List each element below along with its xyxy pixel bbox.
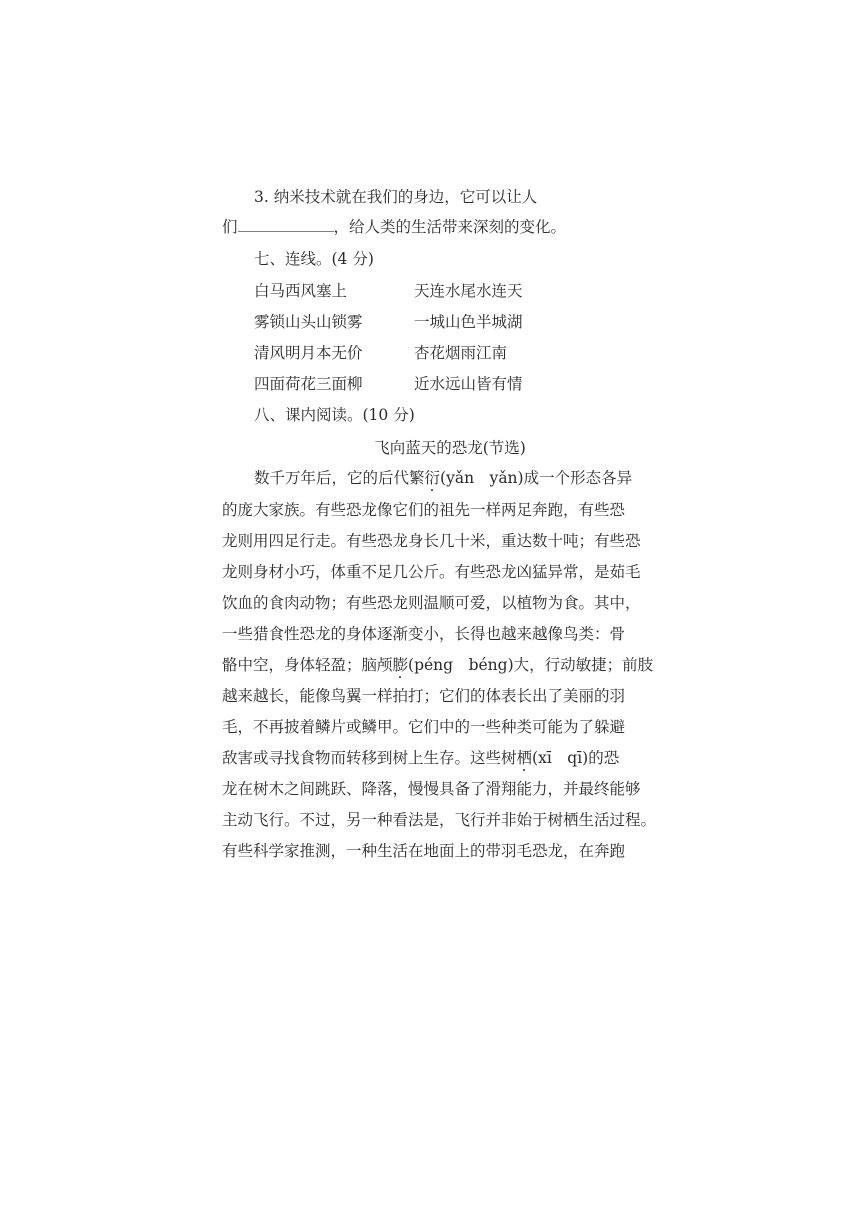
passage-text: (xī qī)的恐 — [532, 749, 620, 767]
match-right-3[interactable]: 杏花烟雨江南 — [414, 344, 508, 362]
passage-line-4: 龙则身材小巧，体重不足几公斤。有些恐龙凶猛异常，是茹毛 — [222, 563, 641, 581]
passage-line-10 — [222, 747, 619, 769]
section8-heading: 八、课内阅读。(10 分) — [254, 406, 415, 424]
passage-line-6: 一些猎食性恐龙的身体逐渐变小，长得也越来越像鸟类：骨 — [222, 625, 626, 643]
passage-line-9: 毛，不再披着鳞片或鳞甲。它们中的一些种类可能为了躲避 — [222, 718, 626, 736]
passage-line-7 — [222, 654, 653, 676]
match-right-4[interactable]: 近水远山皆有情 — [414, 375, 523, 393]
passage-line-12: 主动飞行。不过，另一种看法是，飞行并非始于树栖生活过程。 — [222, 811, 657, 829]
section7-heading: 七、连线。(4 分) — [254, 250, 374, 268]
match-left-3[interactable]: 清风明月本无价 — [254, 344, 363, 362]
passage-text: 数千万年后，它的后代繁 — [254, 469, 425, 487]
q3-prefix: 们 — [222, 218, 238, 236]
passage-line-2: 的庞大家族。有些恐龙像它们的祖先一样两足奔跑，有些恐 — [222, 501, 626, 519]
q3-line2 — [222, 216, 566, 238]
passage-text: (yǎn yǎn)成一个形态各异 — [440, 469, 633, 487]
q3-suffix: ，给人类的生活带来深刻的变化。 — [333, 218, 567, 236]
match-left-1[interactable]: 白马西风塞上 — [254, 282, 348, 300]
passage-line-1 — [254, 467, 632, 489]
passage-text: 敌害或寻找食物而转移到树上生存。这些树 — [222, 749, 517, 767]
match-right-1[interactable]: 天连水尾水连天 — [414, 282, 523, 300]
passage-line-11: 龙在树木之间跳跃、降落，慢慢具备了滑翔能力，并最终能够 — [222, 780, 641, 798]
passage-line-13: 有些科学家推测，一种生活在地面上的带羽毛恐龙，在奔跑 — [222, 842, 626, 860]
dotted-char: 衍 — [424, 469, 441, 487]
match-right-2[interactable]: 一城山色半城湖 — [414, 313, 523, 331]
q3-line1: 3. 纳米技术就在我们的身边，它可以让人 — [254, 188, 538, 206]
passage-text: 骼中空，身体轻盈；脑颅 — [222, 656, 393, 674]
passage-line-8: 越来越长，能像鸟翼一样拍打；它们的体表长出了美丽的羽 — [222, 687, 626, 705]
passage-text: (péng béng)大，行动敏捷；前肢 — [408, 656, 654, 674]
passage-line-3: 龙则用四足行走。有些恐龙身长几十米，重达数十吨；有些恐 — [222, 532, 641, 550]
dotted-char: 栖 — [516, 749, 533, 767]
passage-title: 飞向蓝天的恐龙(节选) — [374, 439, 526, 457]
passage-line-5: 饮血的食肉动物；有些恐龙则温顺可爱，以植物为食。其中， — [222, 594, 641, 612]
match-left-2[interactable]: 雾锁山头山锁雾 — [254, 313, 363, 331]
match-left-4[interactable]: 四面荷花三面柳 — [254, 375, 363, 393]
q3-answer-blank[interactable] — [238, 217, 334, 232]
dotted-char: 膨 — [392, 656, 409, 674]
